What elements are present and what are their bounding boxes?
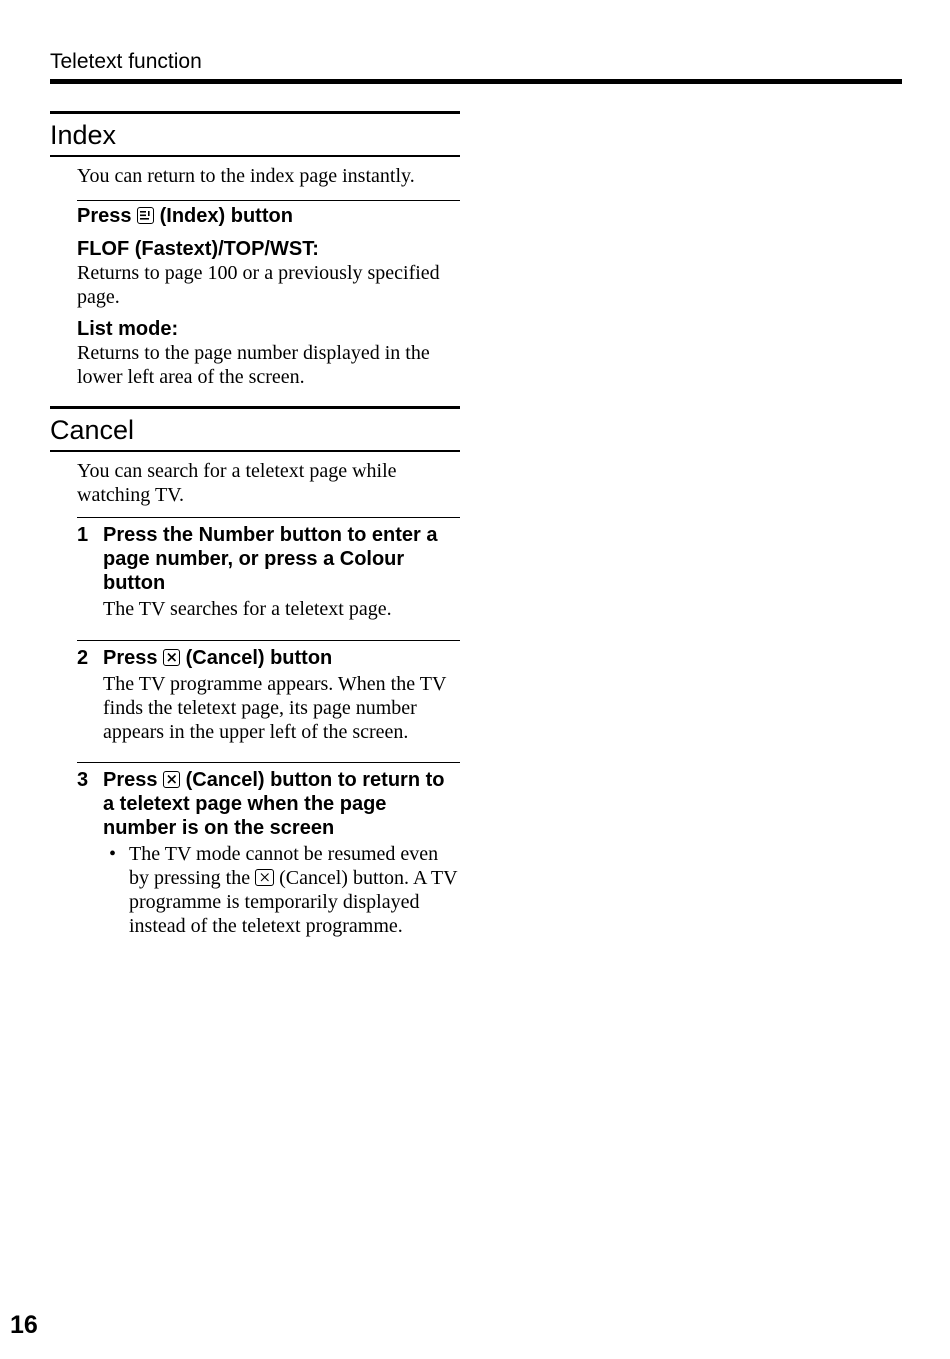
bullet-mark: • <box>109 843 117 865</box>
step-2-text: The TV programme appears. When the TV finds the teletext page, its page number appears in the upper left of the screen. <box>103 673 447 743</box>
step-3-number: 3 <box>77 769 89 791</box>
index-button-label: (Index) button <box>159 205 293 227</box>
index-instructions <box>77 201 460 406</box>
list-mode-heading: List mode: <box>77 318 179 340</box>
flof-heading: FLOF (Fastext)/TOP/WST: <box>77 238 319 260</box>
press-label: Press <box>103 647 158 669</box>
list-mode-text: Returns to the page number displayed in the lower left area of the screen. <box>77 342 430 388</box>
cancel-button-icon <box>163 771 180 788</box>
step-1 <box>77 518 460 641</box>
index-heading: Index <box>50 111 460 157</box>
step-2 <box>77 641 460 763</box>
cancel-intro: You can search for a teletext page while watching TV. <box>77 452 460 518</box>
step-3-heading-text: (Cancel) button to return to a teletext page when the page number is on the screen <box>103 769 445 839</box>
step-1-text: The TV searches for a teletext page. <box>103 598 392 620</box>
cancel-button-icon <box>163 649 180 666</box>
step-2-heading <box>103 646 460 670</box>
press-label: Press <box>77 205 132 227</box>
flof-text: Returns to page 100 or a previously specified page. <box>77 262 440 308</box>
index-intro: You can return to the index page instantly. <box>77 157 460 201</box>
step-3 <box>77 763 460 938</box>
header-rule <box>50 79 902 84</box>
index-press-heading <box>77 204 460 228</box>
index-button-icon <box>137 207 154 224</box>
page-number: 16 <box>10 1311 38 1339</box>
step-2-number: 2 <box>77 647 89 669</box>
step-1-heading: Press the Number button to enter a page number, or press a Colour button <box>103 524 438 594</box>
note-text-end: (Cancel) button. A TV programme is temporarily displayed instead of the teletext programme. <box>129 867 458 937</box>
note-text-start: The TV mode cannot be resumed even by pressing the <box>129 843 439 889</box>
cancel-button-label: (Cancel) button <box>185 647 333 669</box>
step-3-note <box>103 842 460 938</box>
cancel-heading: Cancel <box>50 406 460 452</box>
press-label: Press <box>103 769 158 791</box>
content-column <box>50 111 460 938</box>
step-1-number: 1 <box>77 524 89 546</box>
step-3-heading <box>103 768 460 840</box>
running-header: Teletext function <box>50 50 202 73</box>
cancel-button-icon <box>255 869 274 886</box>
